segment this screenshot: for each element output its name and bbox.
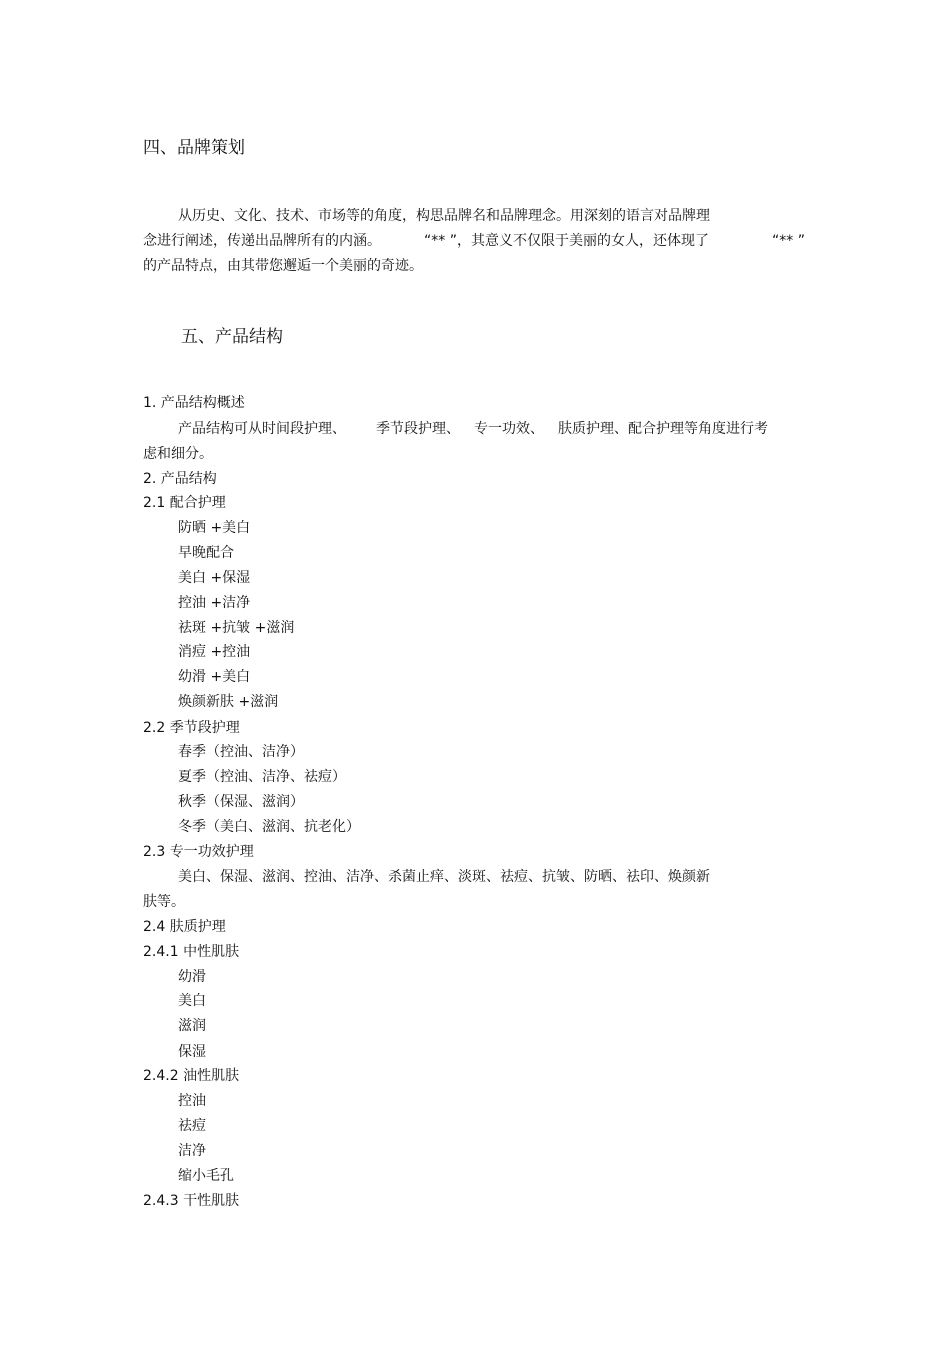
overview-line-1a: 产品结构可从时间段护理、	[178, 421, 346, 437]
season-heading: 2.2 季节段护理	[143, 720, 240, 736]
combo-item: 消痘 +控油	[178, 644, 251, 660]
overview-line-2: 虑和细分。	[143, 446, 213, 462]
neutral-skin-heading: 2.4.1 中性肌肤	[143, 944, 240, 960]
season-item: 夏季（控油、洁净、祛痘）	[178, 769, 346, 785]
structure-heading: 2. 产品结构	[143, 471, 217, 487]
oily-skin-item: 控油	[178, 1093, 206, 1109]
overview-line-1d: 肤质护理、配合护理等角度进行考	[558, 421, 768, 437]
effect-line-2: 肤等。	[143, 894, 185, 910]
brand-paragraph-line-1: 从历史、文化、技术、市场等的角度，构思品牌名和品牌理念。用深刻的语言对品牌理	[178, 208, 710, 224]
combo-item: 防晒 +美白	[178, 520, 251, 536]
neutral-skin-item: 保湿	[178, 1044, 206, 1060]
section-5-title: 五、产品结构	[181, 327, 283, 347]
dry-skin-heading: 2.4.3 干性肌肤	[143, 1193, 240, 1209]
skin-heading: 2.4 肤质护理	[143, 919, 226, 935]
season-item: 冬季（美白、滋润、抗老化）	[178, 819, 360, 835]
season-item: 春季（控油、洁净）	[178, 744, 304, 760]
combo-heading: 2.1 配合护理	[143, 495, 226, 511]
section-4-title: 四、品牌策划	[143, 138, 245, 158]
combo-item: 幼滑 +美白	[178, 669, 251, 685]
oily-skin-heading: 2.4.2 油性肌肤	[143, 1068, 240, 1084]
oily-skin-item: 祛痘	[178, 1118, 206, 1134]
season-item: 秋季（保湿、滋润）	[178, 794, 304, 810]
oily-skin-item: 缩小毛孔	[178, 1168, 234, 1184]
combo-item: 祛斑 +抗皱 +滋润	[178, 620, 295, 636]
combo-item: 美白 +保湿	[178, 570, 251, 586]
brand-paragraph-line-2b: “** ”，其意义不仅限于美丽的女人，还体现了	[424, 233, 709, 249]
neutral-skin-item: 美白	[178, 993, 206, 1009]
overview-heading: 1. 产品结构概述	[143, 395, 245, 411]
combo-item: 早晚配合	[178, 545, 234, 561]
brand-paragraph-line-2c: “** ”	[772, 233, 805, 249]
combo-item: 焕颜新肤 +滋润	[178, 694, 279, 710]
brand-paragraph-line-3: 的产品特点，由其带您邂逅一个美丽的奇迹。	[143, 258, 423, 274]
brand-paragraph-line-2a: 念进行阐述，传递出品牌所有的内涵。	[143, 233, 381, 249]
effect-heading: 2.3 专一功效护理	[143, 844, 254, 860]
oily-skin-item: 洁净	[178, 1143, 206, 1159]
overview-line-1b: 季节段护理、	[376, 421, 460, 437]
effect-line-1: 美白、保湿、滋润、控油、洁净、杀菌止痒、淡斑、祛痘、抗皱、防晒、祛印、焕颜新	[178, 869, 710, 885]
neutral-skin-item: 滋润	[178, 1018, 206, 1034]
overview-line-1c: 专一功效、	[474, 421, 544, 437]
combo-item: 控油 +洁净	[178, 595, 251, 611]
neutral-skin-item: 幼滑	[178, 969, 206, 985]
